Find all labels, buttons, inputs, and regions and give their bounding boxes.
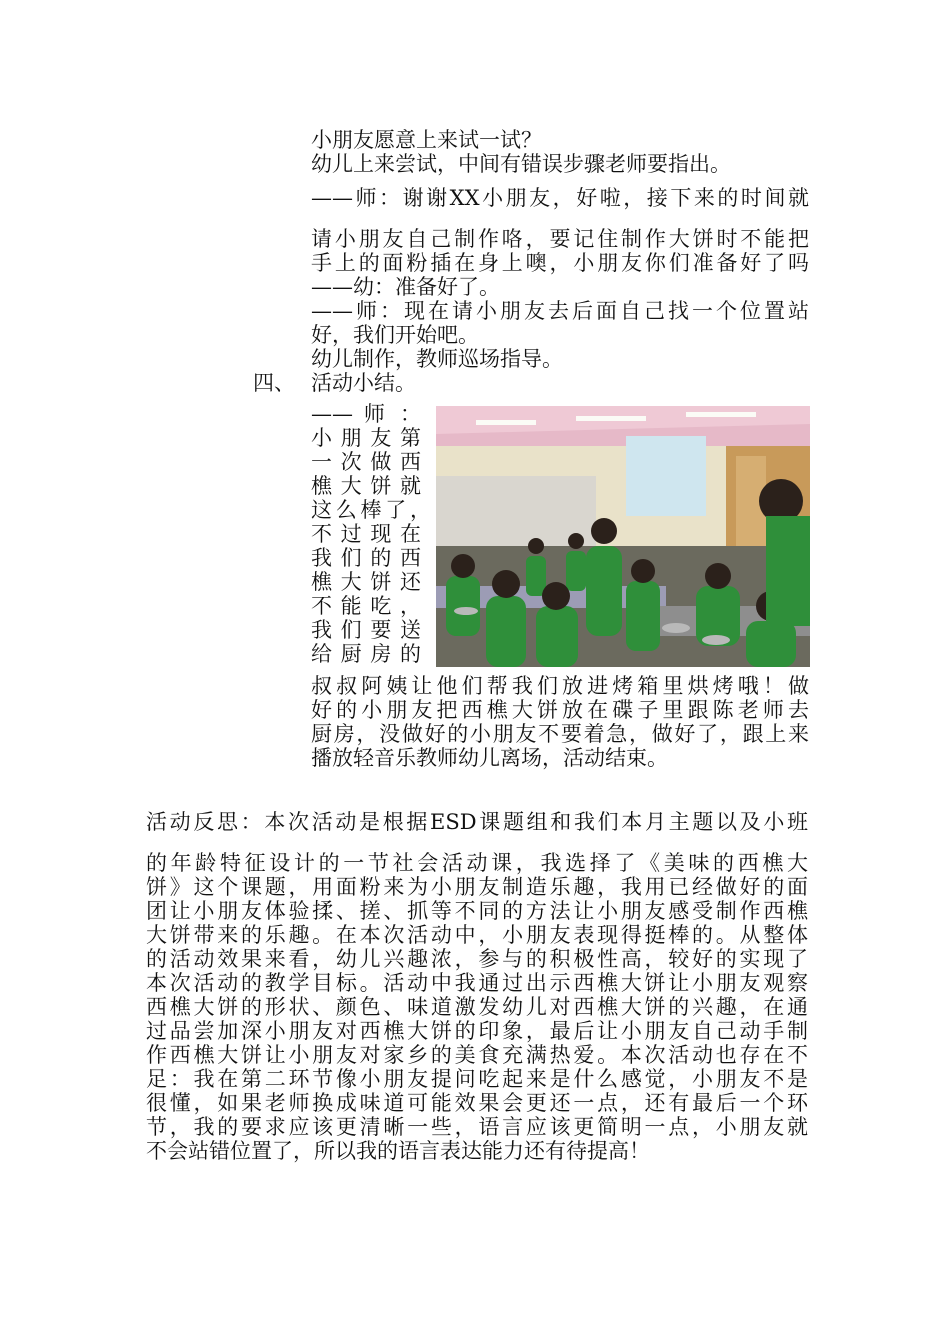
- section-title: 活动小结。: [311, 371, 416, 395]
- reflection-line: 团让小朋友体验揉、搓、抓等不同的方法让小朋友感受制作西樵: [146, 899, 808, 923]
- text-line: 一次做西: [311, 450, 421, 474]
- text-line: 樵大饼就: [311, 474, 421, 498]
- section-number: 四、: [253, 371, 295, 395]
- reflection-line: 作西樵大饼让小朋友对家乡的美食充满热爱。本次活动也存在不: [146, 1043, 808, 1067]
- text-line: 播放轻音乐教师幼儿离场，活动结束。: [311, 746, 668, 770]
- text-line: 这么棒了，: [311, 498, 431, 522]
- classroom-photo: [436, 406, 810, 667]
- text-line: 叔叔阿姨让他们帮我们放进烤箱里烘烤哦！做: [311, 674, 809, 698]
- text-line: 樵大饼还: [311, 570, 421, 594]
- text-line: 小朋友第: [311, 426, 421, 450]
- reflection-line: 很懂，如果老师换成味道可能效果会更还一点，还有最后一个环: [146, 1091, 808, 1115]
- reflection-line: 的年龄特征设计的一节社会活动课，我选择了《美味的西樵大: [146, 851, 808, 875]
- text-line: 我们要送: [311, 618, 421, 642]
- reflection-line: 足：我在第二环节像小朋友提问吃起来是什么感觉，小朋友不是: [146, 1067, 808, 1091]
- text-line: 幼儿制作，教师巡场指导。: [311, 347, 563, 371]
- reflection-line: 活动反思：本次活动是根据ESD课题组和我们本月主题以及小班: [146, 810, 808, 834]
- reflection-line: 大饼带来的乐趣。在本次活动中，小朋友表现得挺棒的。从整体: [146, 923, 808, 947]
- reflection-line: 本次活动的教学目标。活动中我通过出示西樵大饼让小朋友观察: [146, 971, 808, 995]
- text-line: 我们的西: [311, 546, 421, 570]
- text-line: ——师：现在请小朋友去后面自己找一个位置站: [311, 299, 809, 323]
- text-line: 不能吃，: [311, 594, 421, 618]
- text-line: 小朋友愿意上来试一试？: [311, 128, 542, 152]
- text-line: 好，我们开始吧。: [311, 323, 479, 347]
- text-line: 厨房，没做好的小朋友不要着急，做好了，跟上来: [311, 722, 809, 746]
- reflection-line: 过品尝加深小朋友对西樵大饼的印象，最后让小朋友自己动手制: [146, 1019, 808, 1043]
- text-line: 给厨房的: [311, 642, 421, 666]
- reflection-line: 的活动效果来看，幼儿兴趣浓，参与的积极性高，较好的实现了: [146, 947, 808, 971]
- reflection-line: 节，我的要求应该更清晰一些，语言应该更简明一点，小朋友就: [146, 1115, 808, 1139]
- text-line: 幼儿上来尝试，中间有错误步骤老师要指出。: [311, 152, 731, 176]
- text-line: ——幼：准备好了。: [311, 275, 500, 299]
- text-line: 手上的面粉插在身上噢，小朋友你们准备好了吗: [311, 251, 809, 275]
- reflection-line: 饼》这个课题，用面粉来为小朋友制造乐趣，我用已经做好的面: [146, 875, 808, 899]
- reflection-line: 不会站错位置了，所以我的语言表达能力还有待提高！: [146, 1139, 650, 1163]
- text-line: 不过现在: [311, 522, 421, 546]
- text-line: 好的小朋友把西樵大饼放在碟子里跟陈老师去: [311, 698, 809, 722]
- text-line: 请小朋友自己制作咯，要记住制作大饼时不能把: [311, 227, 809, 251]
- classroom-photo-graphic: [436, 406, 810, 667]
- text-line: —— 师 ：: [311, 402, 421, 426]
- text-line: ——师：谢谢XX小朋友，好啦，接下来的时间就: [311, 186, 809, 210]
- reflection-line: 西樵大饼的形状、颜色、味道激发幼儿对西樵大饼的兴趣，在通: [146, 995, 808, 1019]
